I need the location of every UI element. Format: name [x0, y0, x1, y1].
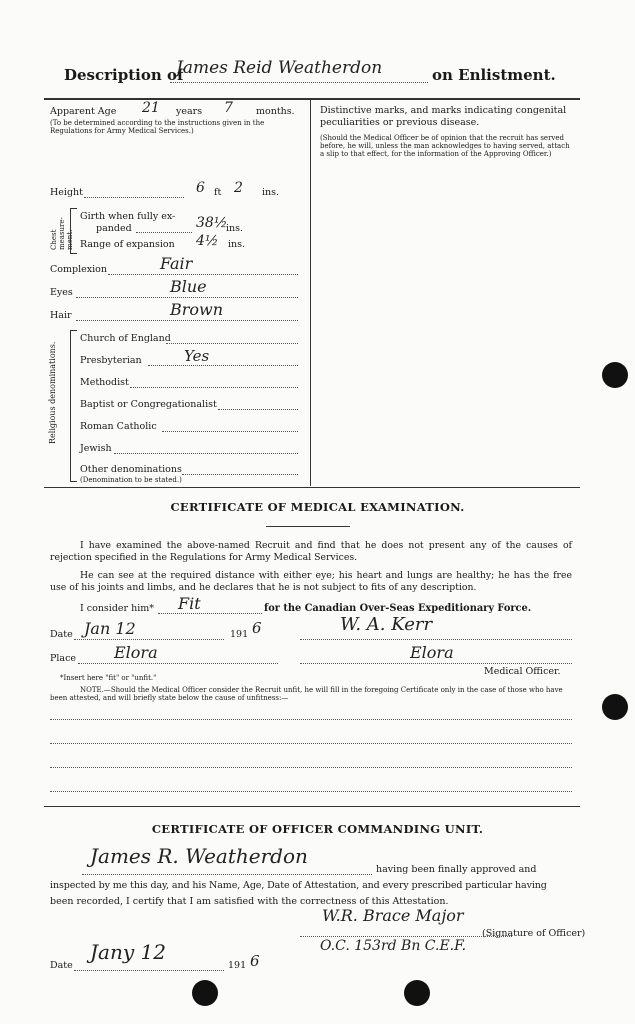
- religion-line-1: [166, 343, 298, 344]
- age-years-value: 21: [142, 100, 160, 116]
- medical-title-underline: [266, 526, 350, 527]
- apparent-age-label: Apparent Age: [50, 106, 117, 117]
- age-months-value: 7: [224, 100, 233, 116]
- insert-note: *Insert here "fit" or "unfit.": [60, 674, 157, 682]
- top-rule: [44, 98, 580, 100]
- religion-line-6: [114, 453, 298, 454]
- height-label: Height: [50, 187, 83, 198]
- religion-line-3: [130, 387, 298, 388]
- consider-suffix: for the Canadian Over-Seas Expeditionary Force.: [264, 603, 532, 614]
- chest-measurement-label: Chest measure-ment.: [50, 217, 74, 250]
- title-suffix: on Enlistment.: [432, 66, 556, 84]
- religion-line-2: [148, 365, 298, 366]
- height-in-value: 2: [234, 180, 243, 196]
- medical-officer-label: Medical Officer.: [484, 666, 561, 677]
- religion-line-4: [218, 409, 298, 410]
- commanding-officer-signature: W.R. Brace Major: [322, 906, 464, 925]
- place-line-2: [300, 663, 572, 664]
- marks-title: Distinctive marks, and marks indicating congenital peculiarities or previous disease.: [320, 105, 567, 128]
- religion-church-of-england: Church of England: [80, 333, 171, 344]
- consider-line: [158, 613, 262, 614]
- expansion-label: Range of expansion: [80, 239, 175, 250]
- binder-hole-bottom-left: [192, 980, 218, 1006]
- place-line: [78, 663, 278, 664]
- unfit-line-2: [50, 743, 572, 744]
- denomination-note: (Denomination to be stated.): [80, 476, 182, 484]
- title-prefix: Description of: [64, 66, 184, 84]
- expansion-value: 4½: [196, 233, 219, 249]
- religion-baptist: Baptist or Congregationalist: [80, 399, 217, 410]
- officer-date-label: Date: [50, 960, 73, 971]
- hair-label: Hair: [50, 310, 72, 321]
- unfit-line-1: [50, 719, 572, 720]
- religion-jewish: Jewish: [80, 443, 112, 454]
- marks-note: (Should the Medical Officer be of opinion that the recruit has served before, he will, unless the man acknowledges to having served, attach a slip to that effect, for the information of the Approving Officer.): [320, 134, 570, 158]
- expansion-unit: ins.: [228, 239, 246, 250]
- hair-line: [76, 320, 298, 321]
- religion-line-5: [162, 431, 298, 432]
- consider-prefix: I consider him*: [80, 603, 155, 614]
- medical-title: CERTIFICATE OF MEDICAL EXAMINATION.: [170, 500, 465, 514]
- ft-label: ft: [214, 187, 222, 198]
- unfit-line-4: [50, 791, 572, 792]
- form-title: [64, 66, 183, 84]
- presbyterian-value: Yes: [184, 347, 210, 365]
- officer-year-value: 6: [250, 952, 260, 970]
- medical-date-value: Jan 12: [84, 619, 136, 638]
- religion-bracket: [70, 330, 77, 482]
- signature-of-officer-label: (Signature of Officer): [482, 928, 586, 939]
- medical-paragraph-2: He can see at the required distance with either eye; his heart and lungs are healthy; he has the free use of his joints and limbs, and he declares that he is not subject to fits of any description.: [50, 570, 572, 593]
- officer-date-line: [74, 970, 224, 971]
- religion-presbyterian: Presbyterian: [80, 355, 142, 366]
- section-rule-1: [44, 487, 580, 488]
- officer-year-prefix: 191: [228, 960, 247, 971]
- medical-note: NOTE.—Should the Medical Officer consider the Recruit unfit, he will fill in the foregoing Certificate only in the case of those who have been attested, and will briefly state below the cause of unfitness:—: [50, 686, 563, 702]
- religion-methodist: Methodist: [80, 377, 129, 388]
- place-value: Elora: [114, 643, 158, 662]
- name-line: [170, 82, 428, 83]
- officer-signature-line: [300, 936, 512, 937]
- medical-year-prefix: 191: [230, 629, 249, 640]
- months-label: months.: [256, 106, 295, 117]
- religion-roman-catholic: Roman Catholic: [80, 421, 157, 432]
- binder-hole-middle: [602, 694, 628, 720]
- hair-value: Brown: [170, 300, 224, 319]
- medical-year-value: 6: [252, 619, 262, 637]
- age-note: (To be determined according to the instructions given in the Regulations for Army Medical Services.): [50, 119, 265, 135]
- place-label: Place: [50, 653, 77, 664]
- binder-hole-top: [602, 362, 628, 388]
- religious-denominations-label: Religious denominations.: [48, 341, 57, 444]
- officer-unit: O.C. 153rd Bn C.E.F.: [320, 938, 467, 954]
- recruit-name-handwritten: James Reid Weatherdon: [176, 58, 383, 78]
- medical-signature-line: [300, 639, 572, 640]
- eyes-line: [76, 297, 298, 298]
- section-rule-2: [44, 806, 580, 807]
- girth-label-line1: Girth when fully ex-: [80, 211, 176, 222]
- religion-line-7: [182, 474, 298, 475]
- chest-bracket: [70, 208, 77, 254]
- religion-other: Other denominations: [80, 464, 182, 475]
- officer-date-value: Jany 12: [90, 940, 166, 964]
- girth-line: [136, 232, 192, 233]
- medical-officer-signature: W. A. Kerr: [340, 614, 433, 635]
- unfit-line-3: [50, 767, 572, 768]
- place-value-2: Elora: [410, 643, 454, 662]
- eyes-label: Eyes: [50, 287, 73, 298]
- fitness-value: Fit: [178, 594, 201, 613]
- years-label: years: [176, 106, 203, 117]
- officer-line3: been recorded, I certify that I am satisfied with the correctness of this Attestation.: [50, 896, 449, 907]
- officer-title: CERTIFICATE OF OFFICER COMMANDING UNIT.: [151, 822, 484, 836]
- medical-date-line: [74, 639, 224, 640]
- binder-hole-bottom-right: [404, 980, 430, 1006]
- girth-value: 38½: [196, 215, 228, 231]
- medical-paragraph-1: I have examined the above-named Recruit and find that he does not present any of the causes of rejection specified in the Regulations for Army Medical Services.: [50, 540, 572, 563]
- complexion-line: [108, 274, 298, 275]
- eyes-value: Blue: [170, 277, 207, 296]
- column-divider: [310, 100, 311, 486]
- height-ft-value: 6: [196, 180, 205, 196]
- officer-name-line: [82, 874, 372, 875]
- officer-recruit-name: James R. Weatherdon: [90, 844, 308, 868]
- medical-date-label: Date: [50, 629, 73, 640]
- girth-label-line2: panded: [96, 223, 132, 234]
- officer-line2: inspected by me this day, and his Name, Age, Date of Attestation, and every prescribed particular having: [50, 880, 547, 891]
- height-line: [84, 197, 184, 198]
- complexion-label: Complexion: [50, 264, 107, 275]
- girth-unit: ins.: [226, 223, 244, 234]
- complexion-value: Fair: [160, 254, 193, 273]
- ins-label: ins.: [262, 187, 280, 198]
- officer-line1-suffix: having been finally approved and: [376, 864, 537, 875]
